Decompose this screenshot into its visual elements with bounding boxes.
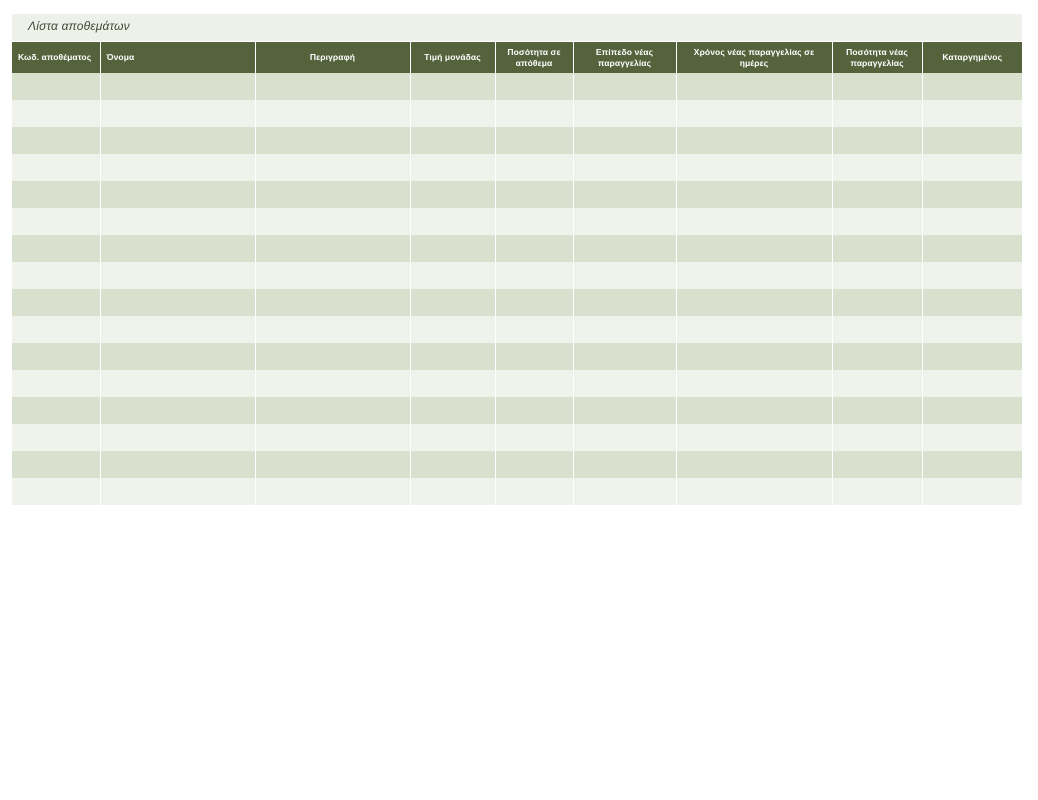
table-cell[interactable] <box>922 154 1022 181</box>
column-header-6[interactable]: Επίπεδο νέας παραγγελίας <box>573 42 676 73</box>
table-cell[interactable] <box>832 100 922 127</box>
table-cell[interactable] <box>100 424 255 451</box>
table-cell[interactable] <box>573 370 676 397</box>
table-cell[interactable] <box>573 208 676 235</box>
table-cell[interactable] <box>832 181 922 208</box>
table-cell[interactable] <box>495 181 573 208</box>
table-cell[interactable] <box>922 316 1022 343</box>
table-cell[interactable] <box>676 73 832 100</box>
table-cell[interactable] <box>573 343 676 370</box>
table-cell[interactable] <box>676 235 832 262</box>
table-row[interactable] <box>12 100 1022 127</box>
table-cell[interactable] <box>12 73 100 100</box>
table-row[interactable] <box>12 289 1022 316</box>
table-row[interactable] <box>12 127 1022 154</box>
column-header-8[interactable]: Ποσότητα νέας παραγγελίας <box>832 42 922 73</box>
table-cell[interactable] <box>255 208 410 235</box>
table-cell[interactable] <box>573 73 676 100</box>
table-cell[interactable] <box>100 208 255 235</box>
table-cell[interactable] <box>573 154 676 181</box>
table-cell[interactable] <box>676 424 832 451</box>
table-cell[interactable] <box>255 73 410 100</box>
table-cell[interactable] <box>495 289 573 316</box>
table-cell[interactable] <box>12 154 100 181</box>
table-cell[interactable] <box>12 262 100 289</box>
table-cell[interactable] <box>495 100 573 127</box>
table-cell[interactable] <box>495 262 573 289</box>
table-header <box>12 42 1022 73</box>
table-cell[interactable] <box>573 316 676 343</box>
column-header-3[interactable]: Περιγραφή <box>255 42 410 73</box>
table-cell[interactable] <box>922 289 1022 316</box>
table-cell[interactable] <box>100 343 255 370</box>
table-cell[interactable] <box>100 181 255 208</box>
column-header-9[interactable]: Καταργημένος <box>922 42 1022 73</box>
table-cell[interactable] <box>495 73 573 100</box>
table-cell[interactable] <box>495 127 573 154</box>
table-cell[interactable] <box>410 235 495 262</box>
table-cell[interactable] <box>573 424 676 451</box>
table-cell[interactable] <box>410 289 495 316</box>
table-cell[interactable] <box>12 343 100 370</box>
table-cell[interactable] <box>676 370 832 397</box>
table-cell[interactable] <box>495 343 573 370</box>
table-cell[interactable] <box>410 343 495 370</box>
table-cell[interactable] <box>922 235 1022 262</box>
table-cell[interactable] <box>410 73 495 100</box>
table-row[interactable] <box>12 181 1022 208</box>
table-cell[interactable] <box>676 181 832 208</box>
table-cell[interactable] <box>255 262 410 289</box>
table-cell[interactable] <box>922 73 1022 100</box>
table-cell[interactable] <box>922 343 1022 370</box>
table-cell[interactable] <box>495 208 573 235</box>
table-cell[interactable] <box>255 154 410 181</box>
table-cell[interactable] <box>410 262 495 289</box>
column-header-5[interactable]: Ποσότητα σε απόθεμα <box>495 42 573 73</box>
table-cell[interactable] <box>12 451 100 478</box>
table-cell[interactable] <box>676 451 832 478</box>
table-cell[interactable] <box>922 262 1022 289</box>
table-cell[interactable] <box>100 289 255 316</box>
table-cell[interactable] <box>676 478 832 505</box>
table-cell[interactable] <box>495 451 573 478</box>
table-cell[interactable] <box>255 181 410 208</box>
table-cell[interactable] <box>100 235 255 262</box>
table-cell[interactable] <box>922 208 1022 235</box>
table-cell[interactable] <box>495 424 573 451</box>
table-cell[interactable] <box>410 181 495 208</box>
table-cell[interactable] <box>100 73 255 100</box>
table-row[interactable] <box>12 478 1022 505</box>
table-row[interactable] <box>12 262 1022 289</box>
table-cell[interactable] <box>495 154 573 181</box>
table-cell[interactable] <box>100 370 255 397</box>
table-cell[interactable] <box>12 181 100 208</box>
table-cell[interactable] <box>410 370 495 397</box>
table-row[interactable] <box>12 451 1022 478</box>
table-cell[interactable] <box>100 451 255 478</box>
table-cell[interactable] <box>495 235 573 262</box>
table-cell[interactable] <box>832 451 922 478</box>
table-cell[interactable] <box>255 451 410 478</box>
table-cell[interactable] <box>573 262 676 289</box>
table-cell[interactable] <box>832 316 922 343</box>
table-cell[interactable] <box>832 235 922 262</box>
table-cell[interactable] <box>922 478 1022 505</box>
table-cell[interactable] <box>100 397 255 424</box>
table-cell[interactable] <box>100 316 255 343</box>
table-cell[interactable] <box>573 100 676 127</box>
table-cell[interactable] <box>255 478 410 505</box>
table-cell[interactable] <box>832 397 922 424</box>
table-header-row <box>12 42 1022 73</box>
table-cell[interactable] <box>922 370 1022 397</box>
table-row[interactable] <box>12 73 1022 100</box>
table-title-bar <box>12 14 1022 42</box>
table-cell[interactable] <box>410 397 495 424</box>
table-cell[interactable] <box>12 397 100 424</box>
table-cell[interactable] <box>832 289 922 316</box>
table-cell[interactable] <box>676 316 832 343</box>
table-cell[interactable] <box>100 478 255 505</box>
table-cell[interactable] <box>12 208 100 235</box>
table-cell[interactable] <box>676 154 832 181</box>
table-cell[interactable] <box>573 451 676 478</box>
table-cell[interactable] <box>922 397 1022 424</box>
table-cell[interactable] <box>676 397 832 424</box>
table-cell[interactable] <box>832 154 922 181</box>
table-cell[interactable] <box>573 181 676 208</box>
table-cell[interactable] <box>495 397 573 424</box>
table-row[interactable] <box>12 343 1022 370</box>
table-cell[interactable] <box>255 289 410 316</box>
table-cell[interactable] <box>573 127 676 154</box>
table-row[interactable] <box>12 316 1022 343</box>
table-row[interactable] <box>12 424 1022 451</box>
table-row[interactable] <box>12 235 1022 262</box>
table-cell[interactable] <box>495 478 573 505</box>
table-cell[interactable] <box>573 235 676 262</box>
table-cell[interactable] <box>12 478 100 505</box>
column-header-2[interactable]: Όνομα <box>100 42 255 73</box>
table-cell[interactable] <box>832 208 922 235</box>
table-cell[interactable] <box>573 289 676 316</box>
table-cell[interactable] <box>676 289 832 316</box>
table-body <box>12 73 1022 505</box>
table-row[interactable] <box>12 208 1022 235</box>
table-cell[interactable] <box>100 100 255 127</box>
table-cell[interactable] <box>676 127 832 154</box>
table-cell[interactable] <box>410 127 495 154</box>
table-cell[interactable] <box>922 451 1022 478</box>
table-cell[interactable] <box>410 316 495 343</box>
table-cell[interactable] <box>676 208 832 235</box>
column-header-1[interactable]: Κωδ. αποθέματος <box>12 42 100 73</box>
table-cell[interactable] <box>12 289 100 316</box>
table-cell[interactable] <box>410 100 495 127</box>
table-row[interactable] <box>12 397 1022 424</box>
column-header-4[interactable]: Τιμή μονάδας <box>410 42 495 73</box>
table-cell[interactable] <box>255 127 410 154</box>
table-cell[interactable] <box>922 181 1022 208</box>
table-cell[interactable] <box>410 478 495 505</box>
table-cell[interactable] <box>410 208 495 235</box>
table-cell[interactable] <box>410 154 495 181</box>
table-cell[interactable] <box>573 397 676 424</box>
table-cell[interactable] <box>832 127 922 154</box>
table-cell[interactable] <box>255 343 410 370</box>
table-cell[interactable] <box>255 370 410 397</box>
table-cell[interactable] <box>12 424 100 451</box>
inventory-table <box>12 42 1022 506</box>
table-cell[interactable] <box>676 343 832 370</box>
table-cell[interactable] <box>832 73 922 100</box>
table-row[interactable] <box>12 154 1022 181</box>
table-cell[interactable] <box>832 478 922 505</box>
table-cell[interactable] <box>100 127 255 154</box>
table-cell[interactable] <box>495 316 573 343</box>
table-cell[interactable] <box>100 154 255 181</box>
table-cell[interactable] <box>832 424 922 451</box>
table-cell[interactable] <box>410 424 495 451</box>
table-cell[interactable] <box>12 370 100 397</box>
table-cell[interactable] <box>676 100 832 127</box>
table-cell[interactable] <box>12 235 100 262</box>
table-cell[interactable] <box>832 262 922 289</box>
table-cell[interactable] <box>676 262 832 289</box>
table-cell[interactable] <box>832 370 922 397</box>
page-title: Λίστα αποθεμάτων <box>28 19 130 33</box>
table-cell[interactable] <box>255 316 410 343</box>
table-cell[interactable] <box>922 424 1022 451</box>
table-cell[interactable] <box>922 127 1022 154</box>
table-cell[interactable] <box>100 262 255 289</box>
table-row[interactable] <box>12 370 1022 397</box>
table-cell[interactable] <box>12 316 100 343</box>
column-header-7[interactable]: Χρόνος νέας παραγγελίας σε ημέρες <box>676 42 832 73</box>
table-cell[interactable] <box>255 397 410 424</box>
table-cell[interactable] <box>12 100 100 127</box>
table-cell[interactable] <box>255 424 410 451</box>
table-cell[interactable] <box>255 235 410 262</box>
table-cell[interactable] <box>573 478 676 505</box>
table-cell[interactable] <box>410 451 495 478</box>
table-cell[interactable] <box>832 343 922 370</box>
table-cell[interactable] <box>495 370 573 397</box>
table-cell[interactable] <box>255 100 410 127</box>
table-cell[interactable] <box>922 100 1022 127</box>
table-cell[interactable] <box>12 127 100 154</box>
